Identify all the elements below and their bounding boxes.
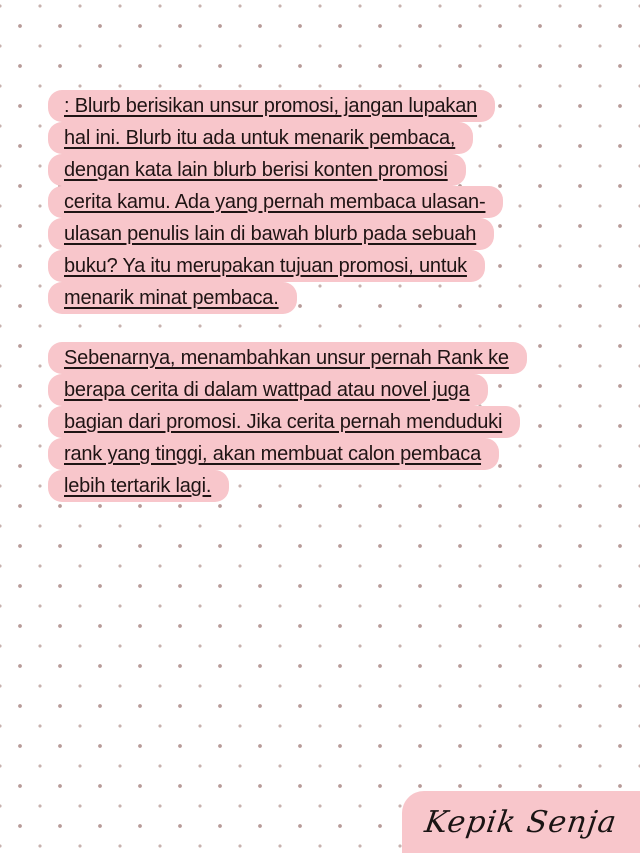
signature-badge [402,791,640,853]
text-line: menarik minat pembaca. [48,282,297,314]
paragraph-blurb-promotion [48,90,588,314]
text-line: berapa cerita di dalam wattpad atau novel juga [48,374,488,406]
text-line: dengan kata lain blurb berisi konten promosi [48,154,466,186]
text-line: bagian dari promosi. Jika cerita pernah menduduki [48,406,520,438]
text-line: buku? Ya itu merupakan tujuan promosi, untuk [48,250,485,282]
text-line: hal ini. Blurb itu ada untuk menarik pembaca, [48,122,473,154]
text-line: Sebenarnya, menambahkan unsur pernah Rank ke [48,342,527,374]
text-line: : Blurb berisikan unsur promosi, jangan lupakan [48,90,495,122]
text-line: cerita kamu. Ada yang pernah membaca ulasan- [48,186,503,218]
text-line: lebih tertarik lagi. [48,470,229,502]
signature-text: Kepik Senja [422,804,620,840]
text-line: ulasan penulis lain di bawah blurb pada sebuah [48,218,494,250]
paragraph-rank-promotion [48,342,588,502]
text-line: rank yang tinggi, akan membuat calon pembaca [48,438,499,470]
